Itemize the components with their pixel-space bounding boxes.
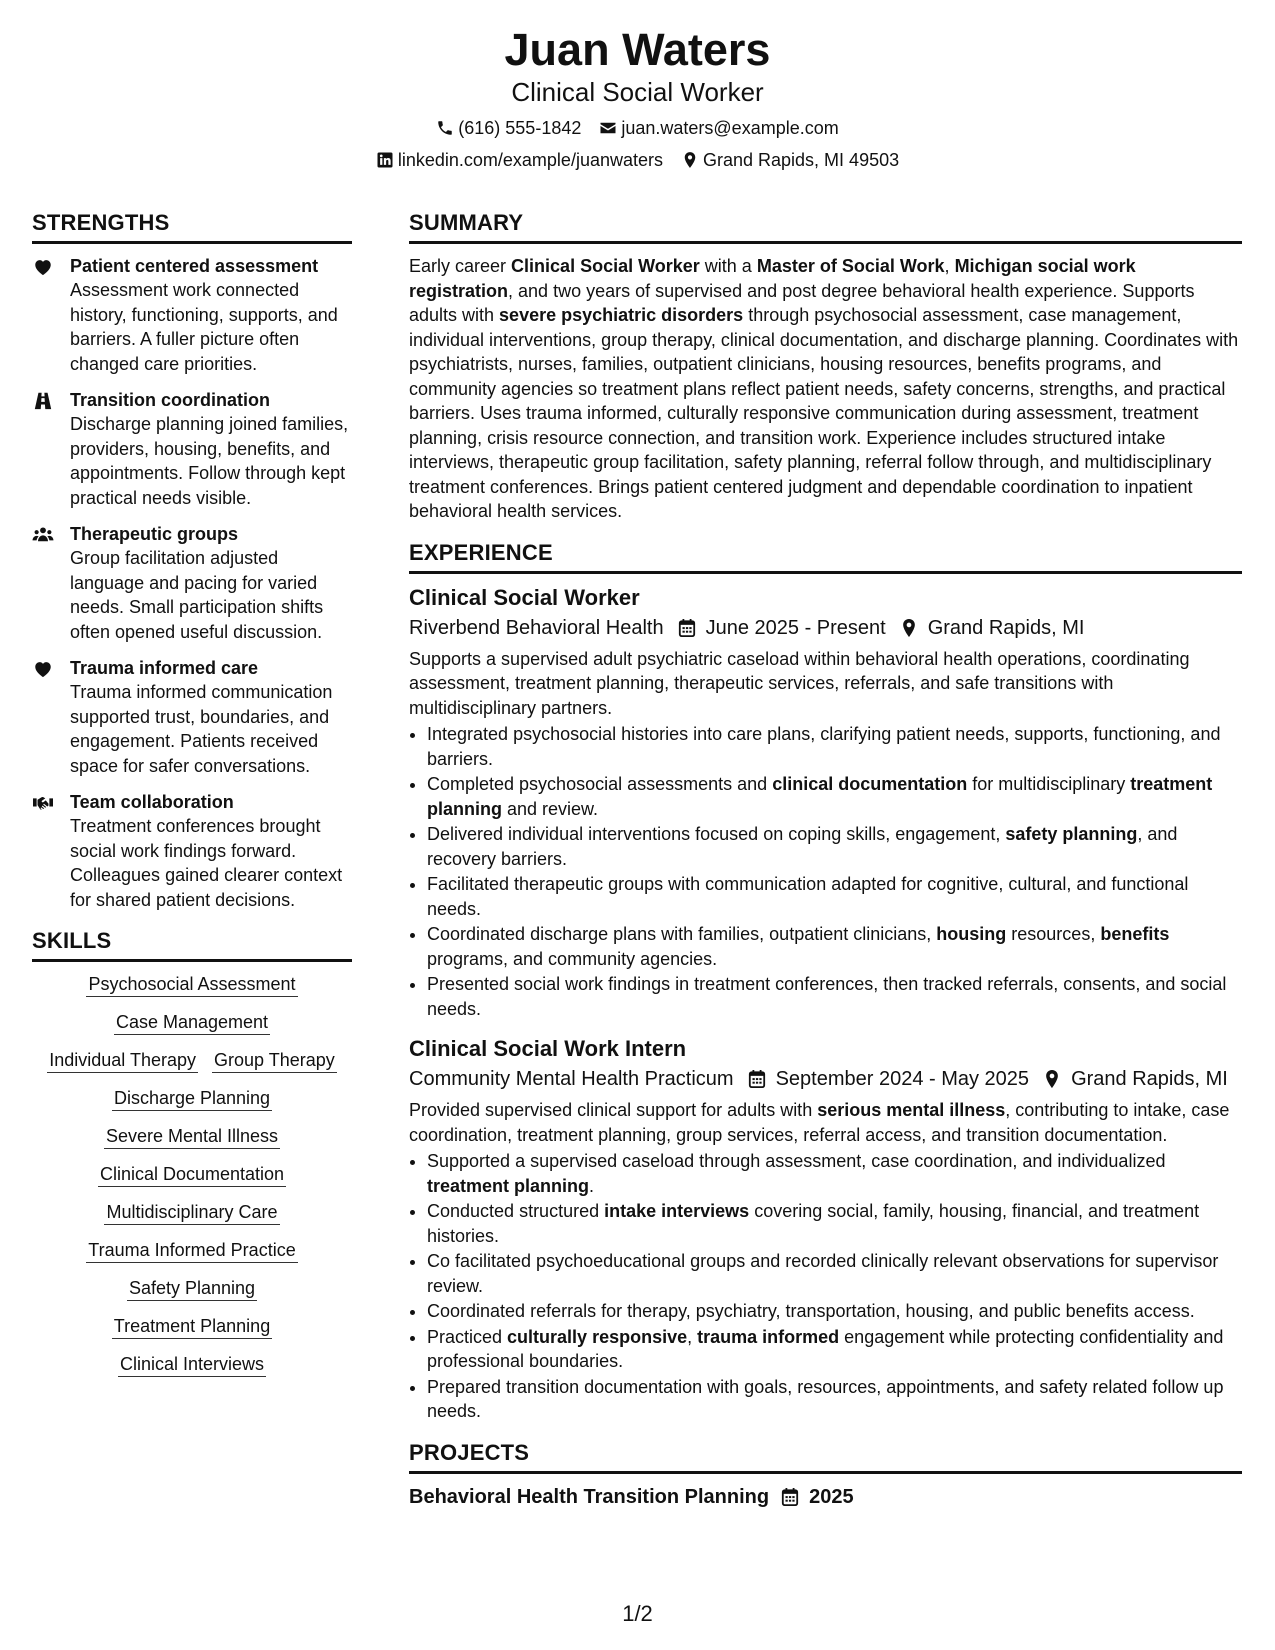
text-run: , and two years of supervised and post degree behavioral health experience. Supports adults with (409, 280, 1195, 325)
text-run: Early career (409, 256, 512, 276)
map-marker-icon (1043, 1069, 1061, 1089)
emphasis-text: safety planning (1005, 824, 1138, 844)
skill-tag: Group Therapy (212, 1048, 337, 1073)
bullet-item (427, 922, 1242, 971)
text-run: Presented social work findings in treatment conferences, then tracked referrals, consents, and social needs. (427, 974, 1227, 1019)
text-run: Coordinated discharge plans with families, outpatient clinicians, (427, 924, 937, 944)
emphasis-text: severe psychiatric disorders (499, 305, 744, 325)
emphasis-text: intake interviews (604, 1201, 750, 1221)
skill-tag: Individual Therapy (47, 1048, 198, 1073)
page-number: 1/2 (622, 1601, 653, 1626)
skill-tag: Discharge Planning (112, 1086, 272, 1111)
text-run: , (944, 256, 955, 276)
strength-item (32, 656, 352, 778)
text-run: Delivered individual interventions focused on coping skills, engagement, (427, 824, 1006, 844)
linkedin-link[interactable]: linkedin.com/example/juanwaters (397, 150, 663, 170)
emphasis-text: housing (936, 924, 1007, 944)
map-marker-icon (900, 618, 918, 638)
candidate-name: Juan Waters (504, 24, 771, 75)
skill-tag: Trauma Informed Practice (86, 1238, 297, 1263)
strength-icon-wrap (32, 522, 70, 644)
strength-body (70, 388, 352, 510)
skill-row (32, 1010, 352, 1035)
job-meta (409, 1066, 1242, 1092)
strength-title: Patient centered assessment (70, 256, 319, 276)
text-run: , and recovery barriers. (427, 824, 1178, 869)
strength-icon-wrap (32, 388, 70, 510)
linkedin-icon (376, 151, 394, 169)
job-organization: Community Mental Health Practicum (409, 1068, 734, 1090)
resume-header (0, 22, 1275, 171)
emphasis-text: treatment planning (427, 1175, 590, 1196)
strength-description: Trauma informed communication supported trust, boundaries, and engagement. Patients received space for safer conversations. (70, 682, 333, 776)
strength-icon-wrap (32, 656, 70, 778)
road-icon (32, 390, 54, 410)
calendar-icon (781, 1487, 799, 1507)
strength-description: Discharge planning joined families, providers, housing, benefits, and appointments. Follow through kept practical needs visible. (70, 414, 349, 508)
job-dates (678, 615, 886, 641)
projects-heading: PROJECTS (409, 1440, 1242, 1474)
skill-row (32, 972, 352, 997)
text-run: resources, (1006, 924, 1101, 944)
text-run: Supported a supervised caseload through assessment, case coordination, and individualized (427, 1151, 1166, 1171)
map-marker-icon (681, 151, 699, 169)
experience-list (409, 584, 1242, 1424)
text-run: for multidisciplinary (967, 774, 1131, 794)
skill-tag: Clinical Interviews (118, 1352, 266, 1377)
text-run: through psychosocial assessment, case management, individual interventions, group therapy, clinical documentation, and discharge planning. Coordinates with psychiatrists, nurses, families, outpatient clinicians, housing resources, benefits programs, and community agencies so treatment plans reflect patient needs, safety concerns, strengths, and practical barriers. Uses trauma informed, culturally responsive communication during assessment, treatment planning, crisis resource connection, and transition work. Experience includes structured intake interviews, therapeutic group facilitation, safety planning, referral follow through, and multidisciplinary treatment conferences. Brings patient centered judgment and dependable coordination to inpatient behavioral health services. (409, 305, 1239, 521)
job-location (1043, 1066, 1228, 1092)
emphasis-text: Michigan social work registration (409, 256, 1136, 301)
bullet-item (427, 772, 1242, 821)
strength-item (32, 388, 352, 510)
strength-icon-wrap (32, 254, 70, 376)
bullet-item (427, 872, 1242, 921)
job-summary (409, 1098, 1242, 1147)
contact-linkedin[interactable] (376, 149, 663, 171)
bullet-item (427, 972, 1242, 1021)
location-text: Grand Rapids, MI 49503 (703, 150, 900, 170)
strength-item (32, 790, 352, 912)
strengths-list (32, 254, 352, 912)
job-title: Clinical Social Worker (409, 584, 640, 610)
job-location (900, 615, 1085, 641)
phone-text: (616) 555-1842 (458, 118, 582, 138)
skill-row (32, 1238, 352, 1263)
left-column (32, 210, 352, 1390)
text-run: . (589, 1175, 595, 1196)
skill-row (32, 1352, 352, 1377)
strength-description: Assessment work connected history, functioning, supports, and barriers. A fuller picture often changed care priorities. (70, 280, 338, 374)
email-link[interactable]: juan.waters@example.com (621, 118, 839, 138)
contact-email[interactable] (599, 117, 838, 139)
text-run: Coordinated referrals for therapy, psychiatry, transportation, housing, and public benefits access. (427, 1301, 1195, 1321)
bullet-item (427, 1325, 1242, 1374)
job-dates-text: June 2025 - Present (705, 616, 886, 639)
text-run: Facilitated therapeutic groups with communication adapted for cognitive, cultural, and functional needs. (427, 874, 1189, 919)
emphasis-text: treatment planning (427, 774, 1213, 819)
skill-row (32, 1276, 352, 1301)
bullet-item (427, 1199, 1242, 1248)
bullet-item (427, 1249, 1242, 1298)
projects-list (409, 1484, 1242, 1510)
strength-description: Group facilitation adjusted language and pacing for varied needs. Small participation shifts often opened useful discussion. (70, 548, 324, 642)
skill-row (32, 1314, 352, 1339)
bullet-item (427, 1375, 1242, 1424)
strength-body (70, 254, 352, 376)
job-bullets (409, 1149, 1242, 1424)
skill-tag: Severe Mental Illness (104, 1124, 280, 1149)
skill-row (32, 1086, 352, 1111)
skill-row (32, 1162, 352, 1187)
skills-list (32, 972, 352, 1377)
text-run: Prepared transition documentation with goals, resources, appointments, and safety related follow up needs. (427, 1376, 1224, 1421)
emphasis-text: clinical documentation (772, 774, 968, 794)
contact-row-primary (0, 117, 1275, 139)
emphasis-text: Master of Social Work (756, 256, 945, 276)
job-organization: Riverbend Behavioral Health (409, 616, 664, 639)
skill-tag: Safety Planning (127, 1276, 257, 1301)
text-run: programs, and community agencies. (427, 948, 718, 969)
bullet-item (427, 1299, 1242, 1324)
strength-title: Therapeutic groups (70, 524, 239, 544)
job-summary (409, 647, 1242, 721)
bullet-item (427, 1149, 1242, 1198)
text-run: engagement while protecting confidentiality and professional boundaries. (427, 1326, 1224, 1371)
emphasis-text: culturally responsive (507, 1326, 688, 1347)
calendar-icon (748, 1069, 766, 1089)
contact-phone (436, 117, 581, 139)
text-run: , contributing to intake, case coordination, treatment planning, group services, referral access, and transition documentation. (409, 1100, 1230, 1145)
text-run: covering social, family, housing, financial, and treatment histories. (427, 1201, 1200, 1246)
project-year: 2025 (809, 1485, 854, 1508)
handshake-icon (32, 792, 54, 812)
skill-tag: Treatment Planning (112, 1314, 272, 1339)
strength-body (70, 522, 352, 644)
calendar-icon (678, 618, 696, 638)
job-meta (409, 615, 1242, 641)
job-bullets (409, 722, 1242, 1021)
strength-title: Team collaboration (70, 792, 234, 812)
emphasis-text: Clinical Social Worker (511, 256, 700, 276)
skills-heading: SKILLS (32, 928, 352, 962)
bullet-item (427, 822, 1242, 871)
emphasis-text: benefits (1100, 924, 1170, 944)
text-run: with a (699, 256, 757, 276)
text-run: , (687, 1326, 698, 1347)
emphasis-text: serious mental illness (817, 1100, 1006, 1120)
skill-tag: Psychosocial Assessment (86, 972, 297, 997)
emphasis-text: trauma informed (697, 1326, 840, 1347)
job-title: Clinical Social Work Intern (409, 1036, 687, 1061)
strengths-heading: STRENGTHS (32, 210, 352, 244)
job-entry (409, 584, 1242, 1022)
text-run: Supports a supervised adult psychiatric caseload within behavioral health operations, coordinating assessment, treatment planning, therapeutic services, referrals, and safe transitions with multidisciplinary partners. (409, 648, 1190, 718)
job-location-text: Grand Rapids, MI (927, 616, 1085, 639)
candidate-title: Clinical Social Worker (511, 77, 764, 107)
project-title: Behavioral Health Transition Planning (409, 1485, 770, 1508)
skill-tag: Case Management (114, 1010, 270, 1035)
strength-item (32, 254, 352, 376)
strength-item (32, 522, 352, 644)
job-entry (409, 1035, 1242, 1424)
text-run: Co facilitated psychoeducational groups and recorded clinically relevant observations for supervisor review. (427, 1251, 1219, 1296)
strength-title: Transition coordination (70, 390, 271, 410)
bullet-item (427, 722, 1242, 771)
phone-icon (436, 119, 454, 137)
right-column (409, 210, 1242, 1510)
experience-heading: EXPERIENCE (409, 540, 1242, 574)
skill-row (32, 1124, 352, 1149)
skill-row (32, 1200, 352, 1225)
summary-heading: SUMMARY (409, 210, 1242, 244)
skill-tag: Clinical Documentation (98, 1162, 286, 1187)
strength-icon-wrap (32, 790, 70, 912)
text-run: Provided supervised clinical support for adults with (409, 1100, 818, 1120)
contact-row-secondary (0, 149, 1275, 171)
envelope-icon (599, 119, 617, 137)
users-icon (32, 524, 54, 544)
heart-icon (32, 658, 54, 678)
skill-row (32, 1048, 352, 1073)
job-location-text: Grand Rapids, MI (1071, 1068, 1228, 1090)
summary-text (409, 254, 1242, 524)
contact-location (681, 149, 899, 171)
text-run: Completed psychosocial assessments and (427, 774, 773, 794)
heart-icon (32, 256, 54, 276)
strength-body (70, 790, 352, 912)
job-dates-text: September 2024 - May 2025 (775, 1068, 1030, 1090)
project-entry (409, 1484, 1242, 1510)
skill-tag: Multidisciplinary Care (104, 1200, 279, 1225)
strength-body (70, 656, 352, 778)
strength-description: Treatment conferences brought social work findings forward. Colleagues gained clearer context for shared patient decisions. (70, 816, 343, 910)
text-run: Practiced (427, 1326, 508, 1347)
text-run: Integrated psychosocial histories into care plans, clarifying patient needs, supports, functioning, and barriers. (427, 724, 1221, 769)
strength-title: Trauma informed care (70, 658, 259, 678)
text-run: Conducted structured (427, 1201, 605, 1221)
job-dates (748, 1066, 1030, 1092)
text-run: and review. (502, 798, 599, 819)
